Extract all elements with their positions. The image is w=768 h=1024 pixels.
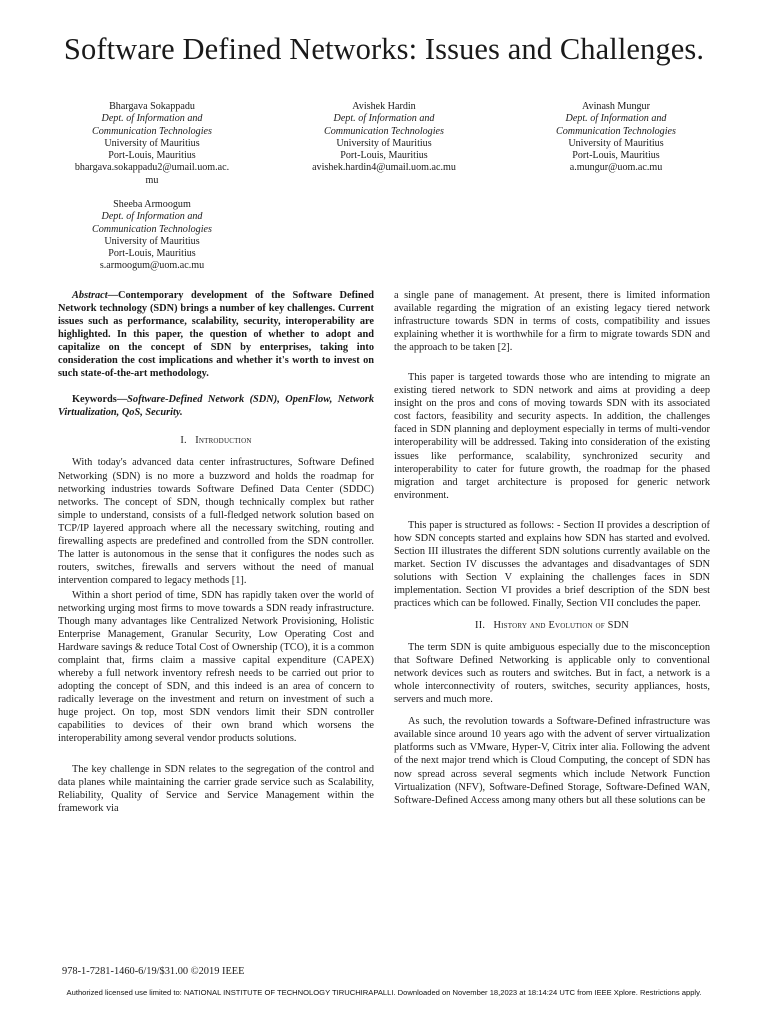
author-email: bhargava.sokappadu2@umail.uom.ac. (74, 162, 230, 174)
copyright-footer: 978-1-7281-1460-6/19/$31.00 ©2019 IEEE (62, 966, 245, 977)
left-column (58, 289, 374, 815)
author-dept: Communication Technologies (324, 125, 444, 137)
author-university: University of Mauritius (336, 137, 432, 149)
section-number: I. (180, 435, 187, 447)
author-email: s.armoogum@uom.ac.mu (99, 260, 205, 272)
paragraph: The term SDN is quite ambiguous especially due to the misconception that Software Defined Networking is applicable only to conventional network devices such as routers and switches. But in fact, a network is a whole interconnectivity of routers, switches, security appliances, hosts, servers and much more. (394, 642, 710, 706)
section-title: Introduction (195, 435, 252, 447)
author-name: Avinash Mungur (582, 101, 650, 112)
author-dept: Dept. of Information and (565, 113, 667, 125)
author-dept: Dept. of Information and (101, 113, 203, 125)
keywords (58, 393, 374, 419)
paragraph: a single pane of management. At present, there is limited information available regarding the migration of an existing legacy tiered network infrastructure towards SDN in terms of costs, compatibility and issues explaining whether it is worthwhile for a firm to migrate towards SDN and the approach to be taken [2]. (394, 290, 710, 354)
author-name: Bhargava Sokappadu (109, 101, 195, 112)
abstract-text: —Contemporary development of the Software Defined Network technology (SDN) brings a number of key challenges. Current issues such as performance, scalability, security, interoperability are highlighted. In this paper, the question of whether to adopt and capitalize on the concept of SDN by enterprises, taking into consideration the cost implications and whether it's worth to invest on such state-of-the-art methodology. (58, 290, 374, 380)
section-heading-history (394, 619, 710, 632)
author-block (521, 101, 711, 175)
author-dept: Dept. of Information and (333, 113, 435, 125)
author-email: avishek.hardin4@umail.uom.ac.mu (312, 162, 456, 174)
abstract (58, 289, 374, 380)
keywords-label: Keywords— (72, 394, 128, 406)
author-university: University of Mauritius (104, 235, 200, 247)
paragraph: This paper is targeted towards those who are intending to migrate an existing tiered network to SDN network and aims at providing a deep insight on the pros and cons of moving towards SDN with its associated cost factors, feasibility and security aspects. In addition, the challenges faced in SDN planning and deployment especially in terms of multi-vendor interoperability will be addressed. Taking into consideration of the existing issues like performance, scalability, synchronized security and interoperability to cater for future growth, the roadmap for the phased migration and target architecture is proposed for generic network environment. (394, 372, 710, 501)
author-university: University of Mauritius (568, 137, 664, 149)
author-block (57, 101, 247, 187)
author-dept: Communication Technologies (92, 125, 212, 137)
author-dept: Dept. of Information and (101, 211, 203, 223)
author-email: a.mungur@uom.ac.mu (569, 162, 663, 174)
author-city: Port-Louis, Mauritius (108, 248, 196, 260)
paper-title: Software Defined Networks: Issues and Challenges. (63, 32, 705, 66)
paragraph: Within a short period of time, SDN has rapidly taken over the world of networking urging most firms to move towards a SDN ready infrastructure. Though many advantages like Centralized Network Provisioning, Holistic Enterprise Management, Granular Security, Low Operating Cost and Hardware savings & reduce Total Cost of Ownership (TCO), it is a common complaint that, firms claim a massive capital expenditure (CAPEX) whereby a full network inventory refresh needs to be carried out prior to adopting the concept of SDN, and this indeed is an area of concern to radically leverage on the investment and return on investment of such a huge project. On top, most SDN vendors limit their SDN controller capabilities to devices of their own brand which worsens the interoperability among several vendor products solutions. (58, 589, 374, 745)
author-block (289, 101, 479, 175)
paragraph: The key challenge in SDN relates to the segregation of the control and data planes while maintaining the carrier grade service such as Scalability, Reliability, Quality of Service and Service Management within the framework via (58, 763, 374, 814)
section-heading-introduction (58, 434, 374, 447)
author-dept: Communication Technologies (92, 223, 212, 235)
author-city: Port-Louis, Mauritius (572, 150, 660, 162)
paragraph: This paper is structured as follows: - Section II provides a description of how SDN concepts started and explains how SDN has started and evolved. Section III illustrates the different SDN solutions currently available on the market. Section IV discusses the advantages and disadvantages of SDN solutions with Section V explaining the challenges faces in SDN implementation. Section VI provides a brief description of the SDN best practices which can be followed. Finally, Section VII concludes the paper. (394, 519, 710, 609)
author-email: mu (145, 174, 159, 186)
author-university: University of Mauritius (104, 137, 200, 149)
author-city: Port-Louis, Mauritius (340, 150, 428, 162)
author-name: Sheeba Armoogum (113, 199, 191, 210)
right-column (394, 289, 710, 807)
author-name: Avishek Hardin (352, 101, 416, 112)
section-title: History and Evolution of SDN (493, 620, 629, 632)
paragraph: With today's advanced data center infrastructures, Software Defined Networking (SDN) is no more a buzzword and holds the roadmap for networking industries towards Software Defined Data Center (SDDC) networks. The concept of SDN, though technically complex but rather simple to understand, consists of a full-fledged network solution based on TCP/IP layered approach where all the necessary switching, routing and firewalling aspects are predefined and controlled from the SDN controller. The latter is autonomous in the sense that it configures the nodes such as routers, switches, firewalls and servers without the need of manual intervention compared to legacy methods [1]. (58, 457, 374, 586)
keywords-text: Software-Defined Network (SDN), OpenFlow, Network Virtualization, QoS, Security. (58, 394, 374, 419)
paragraph: As such, the revolution towards a Software-Defined infrastructure was available since around 10 years ago with the advent of server virtualization platforms such as VMware, Hyper-V, Citrix inter alia. Following the advent of the next major trend which is Cloud Computing, the concept of SDN has now spread across several segments which include Network Function Virtualization (NFV), Software-Defined Storage, Software-Defined WAN, Software-Defined Access among many others but all these solutions can be (394, 716, 710, 806)
author-block (57, 199, 247, 273)
license-note: Authorized licensed use limited to: NATIONAL INSTITUTE OF TECHNOLOGY TIRUCHIRAPALLI. Downloaded on November 18,2023 at 18:14:24 UTC from IEEE Xplore. Restrictions apply. (66, 988, 702, 997)
section-number: II. (475, 620, 486, 632)
author-dept: Communication Technologies (556, 125, 676, 137)
author-city: Port-Louis, Mauritius (108, 150, 196, 162)
abstract-label: Abstract (72, 290, 108, 301)
